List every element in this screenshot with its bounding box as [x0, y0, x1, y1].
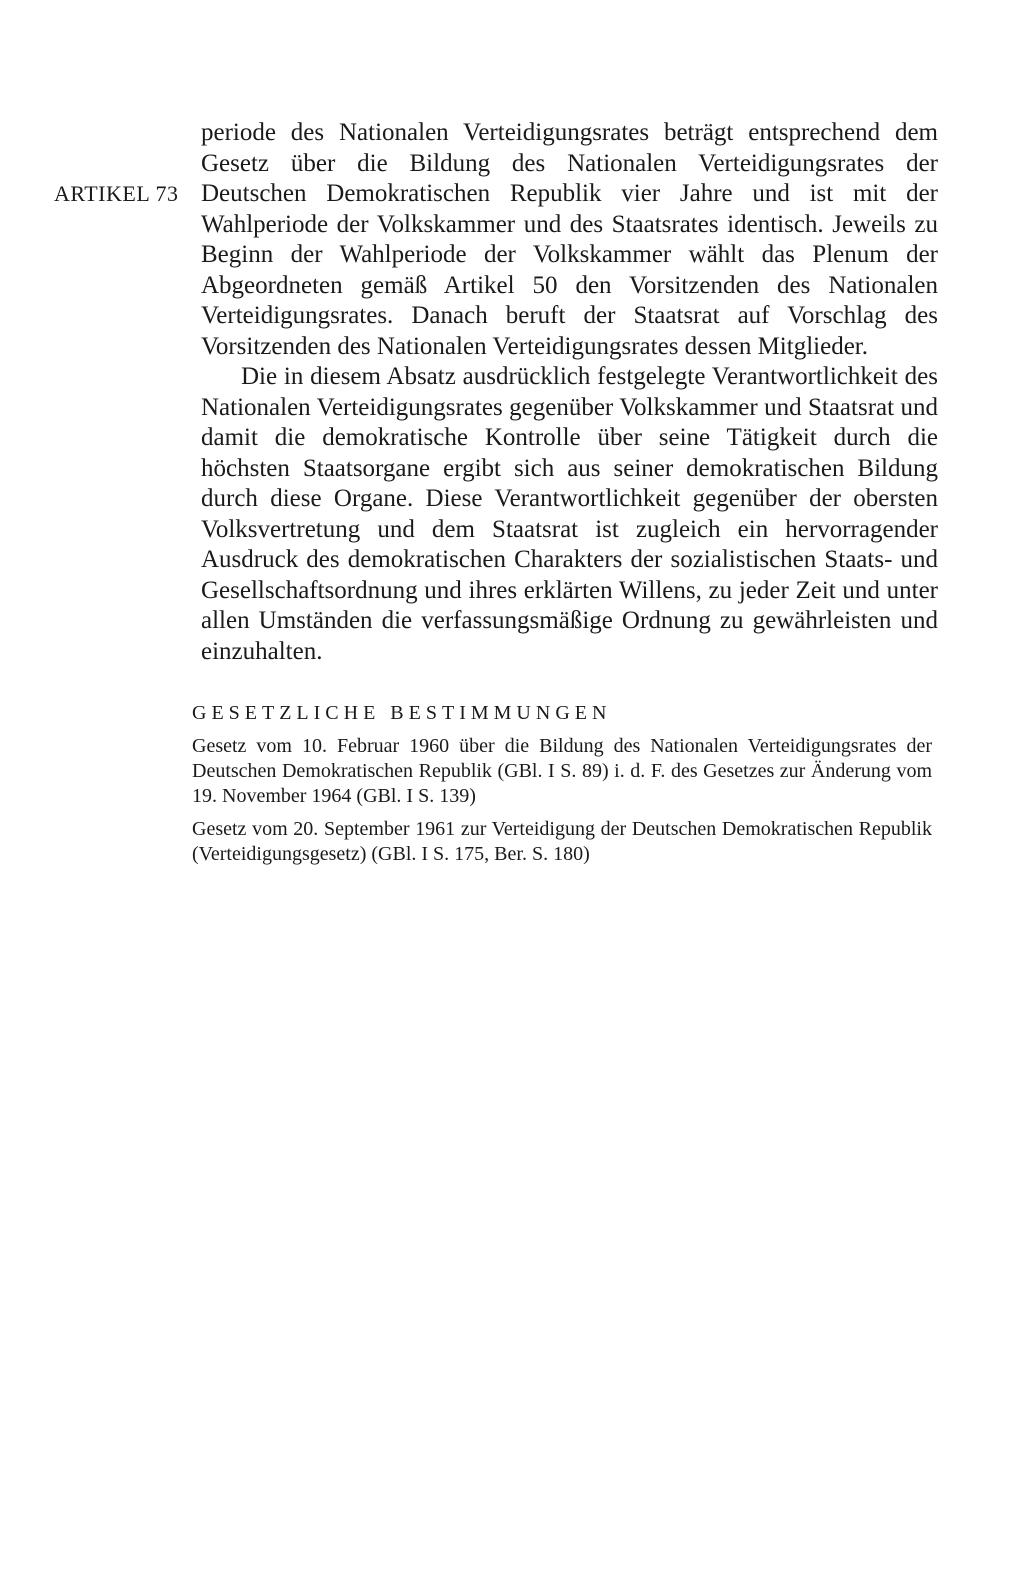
- body-paragraph-2: Die in diesem Absatz ausdrücklich festgelegte Verantwortlichkeit des Nationalen Verteidigungsrates gegenüber Volkskammer und Staatsrat und damit die demokratische Kontrolle über seine Tätigkeit durch die höchsten Staatsorgane ergibt sich aus seiner demokratischen Bildung durch diese Organe. Diese Verantwortlichkeit gegenüber der obersten Volksvertretung und dem Staatsrat ist zugleich ein hervorragender Ausdruck des demokratischen Charakters der sozialistischen Staats- und Gesellschaftsordnung und ihres erklärten Willens, zu jeder Zeit und unter allen Umständen die verfassungsmäßige Ordnung zu gewährleisten und einzuhalten.: [201, 363, 938, 665]
- article-body: [201, 118, 938, 667]
- article-margin-label: ARTIKEL 73: [54, 181, 179, 206]
- section-heading: GESETZLICHE BESTIMMUNGEN: [192, 702, 612, 724]
- reference-item-1: Gesetz vom 10. Februar 1960 über die Bildung des Nationalen Verteidigungsrates der Deutschen Demokratischen Republik (GBl. I S. 89) i. d. F. des Gesetzes zur Änderung vom 19. November 1964 (GBl. I S. 139): [192, 735, 932, 807]
- body-paragraph-1: periode des Nationalen Verteidigungsrates beträgt entsprechend dem Gesetz über die Bildung des Nationalen Verteidigungsrates der Deutschen Demokratischen Republik vier Jahre und ist mit der Wahlperiode der Volkskammer und des Staatsrates identisch. Jeweils zu Beginn der Wahlperiode der Volkskammer wählt das Plenum der Abgeordneten gemäß Artikel 50 den Vorsitzenden des Nationalen Verteidigungsrates. Danach beruft der Staatsrat auf Vorschlag des Vorsitzenden des Nationalen Verteidigungsrates dessen Mitglieder.: [201, 119, 938, 360]
- reference-item-2: Gesetz vom 20. September 1961 zur Verteidigung der Deutschen Demokratischen Republik (Verteidigungsgesetz) (GBl. I S. 175, Ber. S. 180): [192, 818, 932, 865]
- reference-list: [192, 734, 932, 867]
- legal-provisions-section: [192, 700, 932, 875]
